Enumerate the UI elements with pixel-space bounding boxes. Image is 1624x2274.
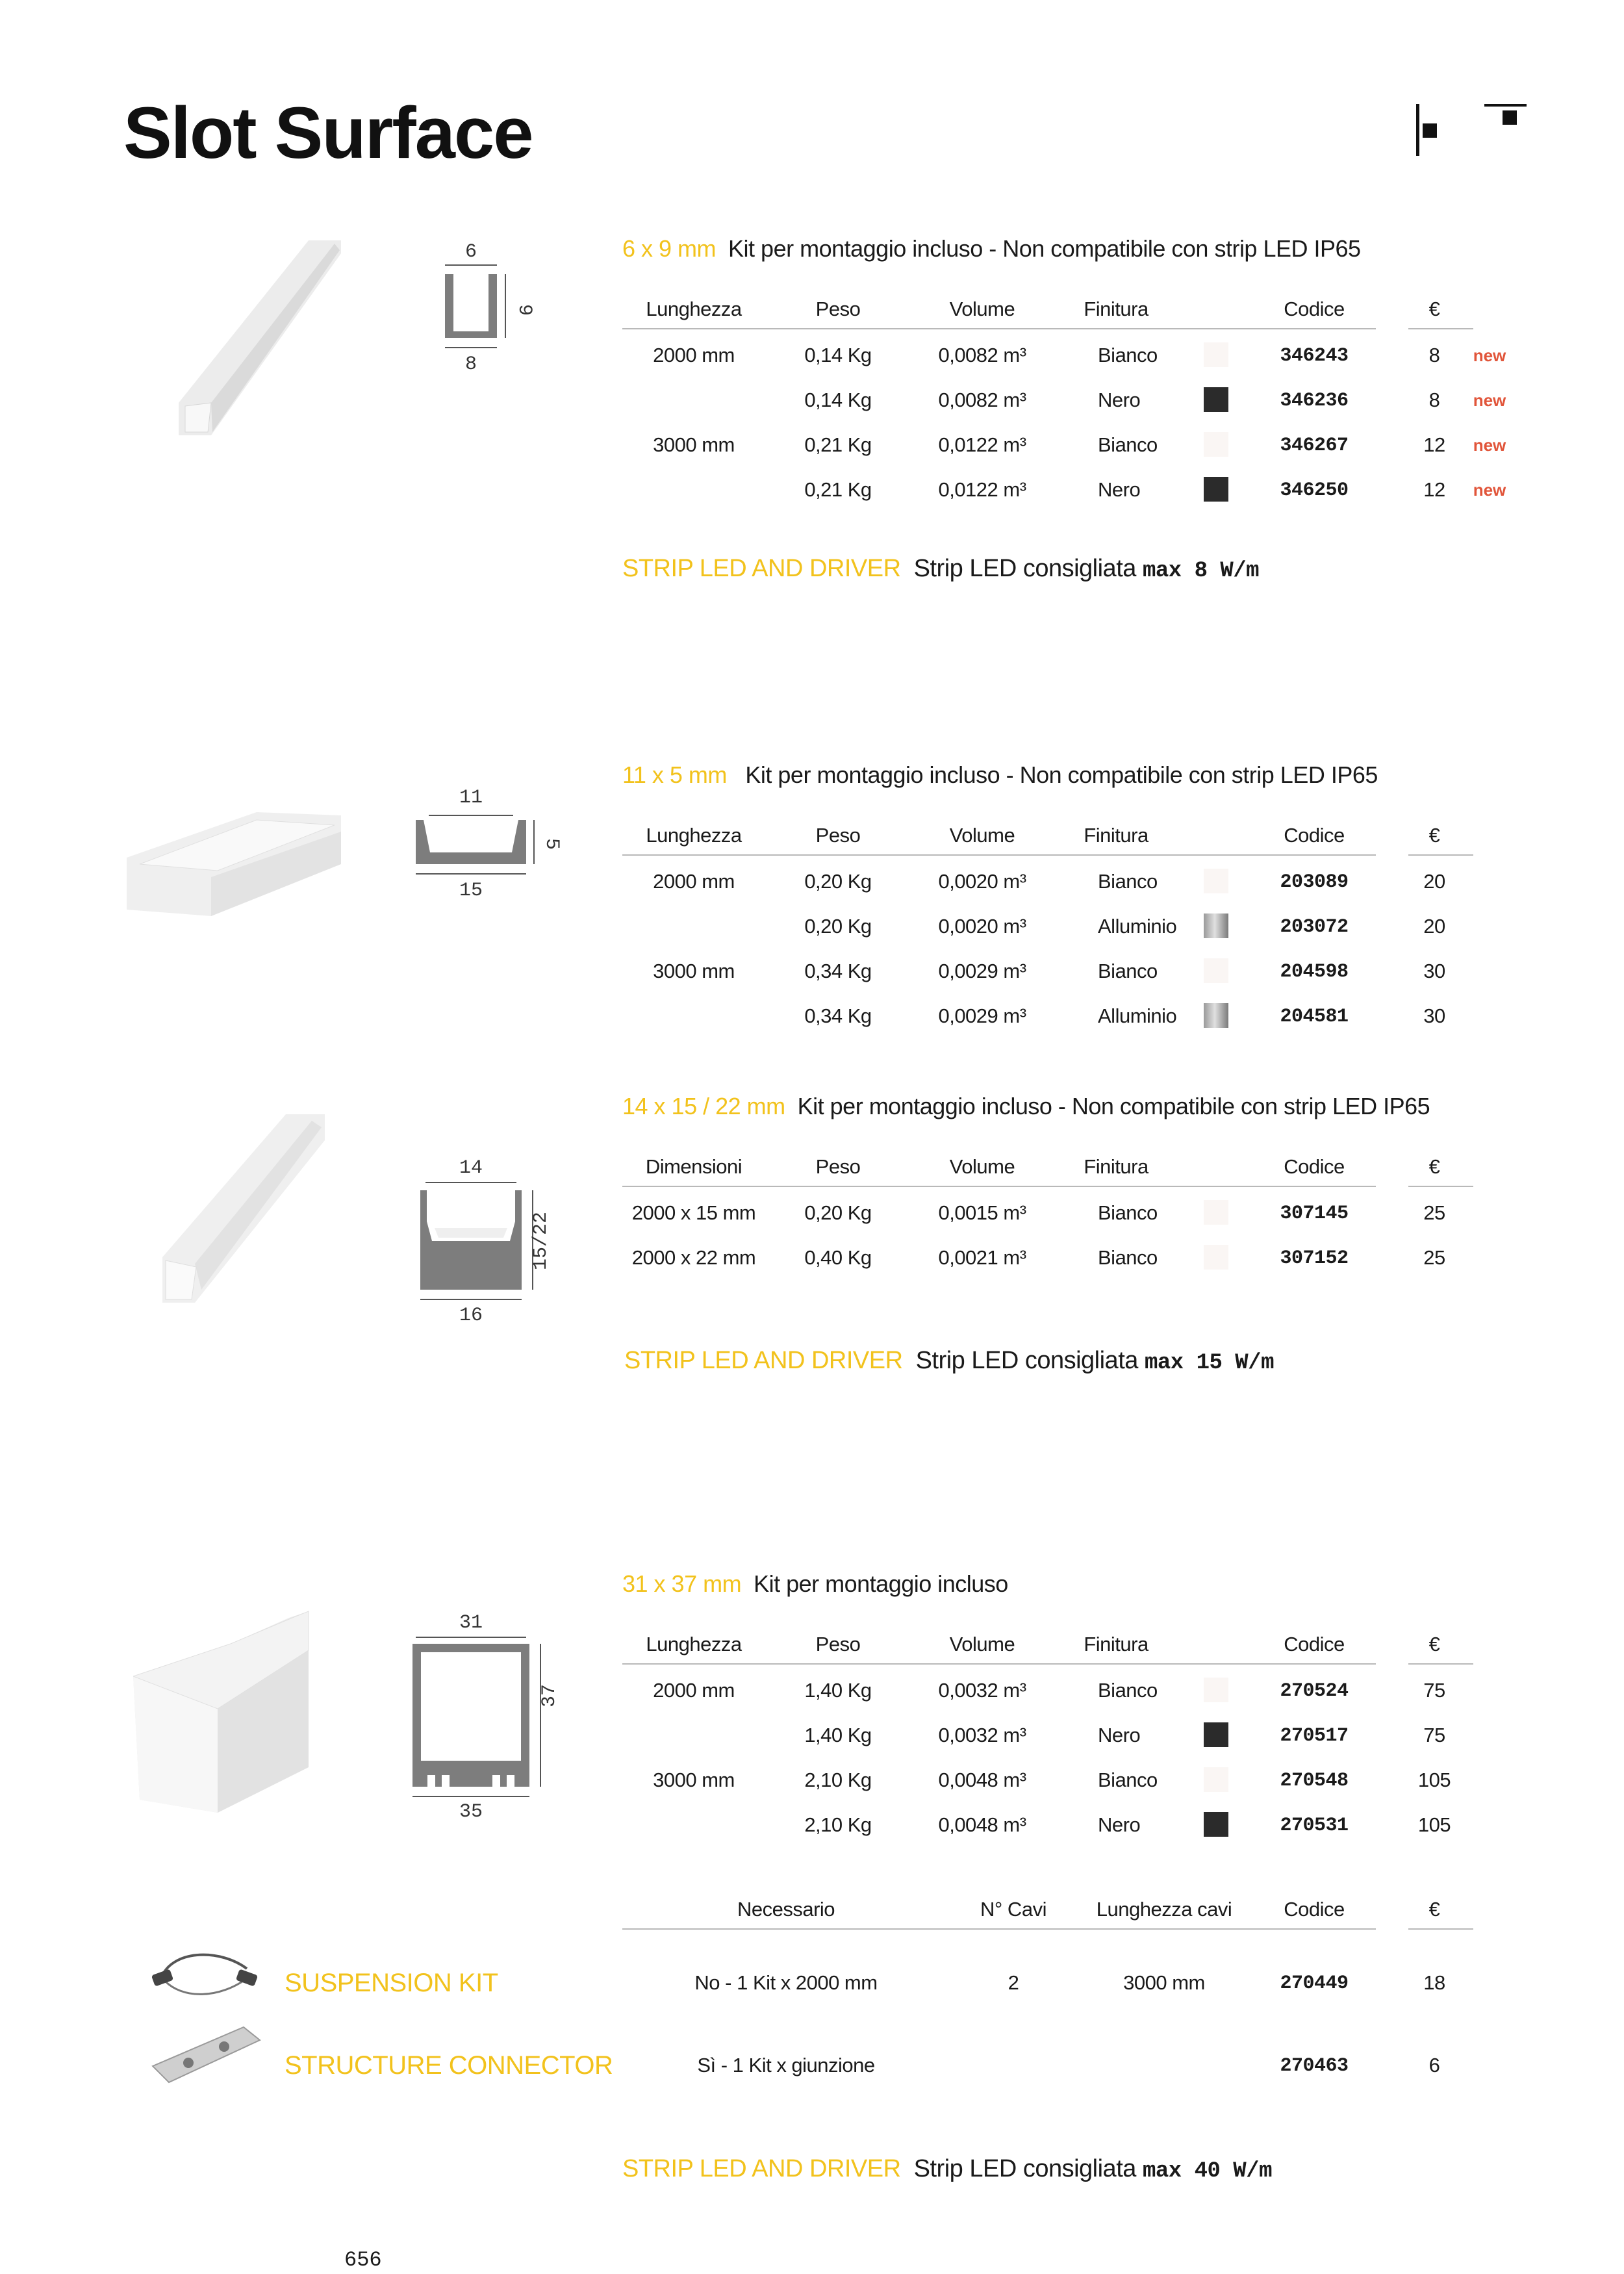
- col-header-volume: Volume: [949, 1155, 1015, 1178]
- cell-finitura: Nero: [1098, 389, 1141, 411]
- section-desc: Kit per montaggio incluso - Non compatibile con strip LED IP65: [797, 1093, 1430, 1119]
- cell-codice: 204598: [1280, 961, 1349, 983]
- col-header-codice: Codice: [1284, 1155, 1345, 1178]
- page-number: 656: [344, 2248, 382, 2272]
- cell-volume: 0,0082 m³: [938, 389, 1026, 411]
- cell-finitura: Bianco: [1098, 1769, 1158, 1791]
- cell-peso: 0,21 Kg: [804, 433, 872, 456]
- cell-volume: 0,0020 m³: [938, 870, 1026, 893]
- cell-peso: 0,34 Kg: [804, 1004, 872, 1027]
- col-header-volume: Volume: [949, 824, 1015, 847]
- cell-price: 12: [1423, 433, 1445, 456]
- swatch-bianco: [1204, 342, 1228, 367]
- cell-price: 25: [1423, 1201, 1445, 1224]
- strip-text: Strip LED consigliata: [913, 2155, 1136, 2182]
- cell-peso: 0,40 Kg: [804, 1246, 872, 1269]
- new-badge: new: [1473, 390, 1506, 410]
- swatch-nero: [1204, 1812, 1228, 1837]
- dim-bottom: 16: [459, 1305, 483, 1325]
- cell-peso: 0,21 Kg: [804, 478, 872, 501]
- col-header-lunghezza: Lunghezza: [646, 298, 742, 320]
- cell-codice: 270463: [1280, 2055, 1349, 2077]
- cell-price: 6: [1428, 2054, 1440, 2076]
- cell-volume: 0,0029 m³: [938, 960, 1026, 982]
- col-header-price: €: [1428, 1633, 1440, 1655]
- dim-side: 37: [539, 1683, 561, 1708]
- cell-price: 20: [1423, 870, 1445, 893]
- cell-finitura: Bianco: [1098, 960, 1158, 982]
- accessory-name: SUSPENSION KIT: [285, 1969, 498, 1997]
- page-title: Slot Surface: [123, 92, 533, 173]
- header-rule-price: [1408, 854, 1473, 856]
- profile-section-31x37: [396, 1605, 578, 1826]
- profile-section-6x9: [416, 234, 546, 377]
- col-header-price: €: [1428, 298, 1440, 320]
- cell-price: 105: [1417, 1813, 1451, 1836]
- cell-ncavi: 2: [1008, 1971, 1019, 1994]
- profile-photo-6x9: [172, 240, 341, 442]
- cell-finitura: Bianco: [1098, 433, 1158, 456]
- col-header-codice: Codice: [1284, 824, 1345, 847]
- cell-codice: 346243: [1280, 345, 1349, 367]
- size-label: 14 x 15 / 22 mm: [622, 1093, 785, 1119]
- swatch-alluminio: [1204, 913, 1228, 938]
- header-rule: [622, 854, 1376, 856]
- cell-peso: 0,20 Kg: [804, 1201, 872, 1224]
- cell-lunghezza: 3000 mm: [653, 960, 735, 982]
- section-title-14x15: [622, 1093, 1430, 1120]
- col-header-peso: Peso: [815, 1155, 861, 1178]
- section-title-11x5: [622, 761, 1378, 789]
- swatch-bianco: [1204, 1200, 1228, 1225]
- cell-volume: 0,0032 m³: [938, 1679, 1026, 1702]
- section-desc: Kit per montaggio incluso - Non compatibile con strip LED IP65: [745, 761, 1378, 788]
- strip-text: Strip LED consigliata: [915, 1347, 1138, 1374]
- cell-price: 30: [1423, 960, 1445, 982]
- cell-volume: 0,0029 m³: [938, 1004, 1026, 1027]
- section-desc: Kit per montaggio incluso - Non compatibile con strip LED IP65: [728, 235, 1361, 262]
- cell-codice: 307145: [1280, 1203, 1349, 1225]
- size-label: 31 x 37 mm: [622, 1570, 742, 1597]
- col-header-lunghezza: Lunghezza: [646, 1633, 742, 1655]
- cell-lunghezza: 2000 mm: [653, 1679, 735, 1702]
- dim-side: 15/22: [530, 1211, 552, 1271]
- col-header-codice: Codice: [1284, 1898, 1345, 1921]
- cell-finitura: Alluminio: [1098, 1004, 1177, 1027]
- header-rule: [622, 1663, 1376, 1665]
- cell-peso: 2,10 Kg: [804, 1813, 872, 1836]
- cell-finitura: Nero: [1098, 1813, 1141, 1836]
- dim-bottom: 15: [459, 880, 483, 902]
- cell-peso: 1,40 Kg: [804, 1679, 872, 1702]
- col-header-price: €: [1428, 824, 1440, 847]
- col-header-finitura: Finitura: [1084, 298, 1148, 320]
- profile-photo-31x37: [133, 1605, 315, 1813]
- profile-section-14x15: [406, 1150, 575, 1325]
- strip-label: STRIP LED AND DRIVER: [622, 555, 901, 582]
- dim-top: 6: [464, 241, 477, 263]
- header-rule: [622, 1186, 1376, 1187]
- strip-text: Strip LED consigliata: [913, 555, 1136, 582]
- swatch-nero: [1204, 387, 1228, 412]
- cell-codice: 270524: [1280, 1680, 1349, 1702]
- cell-volume: 0,0015 m³: [938, 1201, 1026, 1224]
- cell-codice: 346236: [1280, 390, 1349, 412]
- col-header-price: €: [1428, 1155, 1440, 1178]
- cell-codice: 270548: [1280, 1770, 1349, 1792]
- cell-finitura: Bianco: [1098, 1679, 1158, 1702]
- col-header-lunghezza: Lunghezza: [646, 824, 742, 847]
- size-label: 11 x 5 mm: [622, 761, 727, 788]
- cell-volume: 0,0082 m³: [938, 344, 1026, 366]
- cell-volume: 0,0020 m³: [938, 915, 1026, 938]
- cell-volume: 0,0048 m³: [938, 1813, 1026, 1836]
- cell-volume: 0,0122 m³: [938, 478, 1026, 501]
- cell-peso: 0,34 Kg: [804, 960, 872, 982]
- cell-price: 18: [1423, 1971, 1445, 1994]
- cell-finitura: Alluminio: [1098, 915, 1177, 938]
- col-header-lunghezza-cavi: Lunghezza cavi: [1096, 1898, 1232, 1921]
- strip-value: max 8 W/m: [1142, 559, 1260, 583]
- strip-label: STRIP LED AND DRIVER: [624, 1347, 903, 1374]
- col-header-ncavi: N° Cavi: [980, 1898, 1047, 1921]
- cell-finitura: Bianco: [1098, 1201, 1158, 1224]
- cell-lunghezza: 3000 mm: [653, 433, 735, 456]
- cell-peso: 0,20 Kg: [804, 915, 872, 938]
- swatch-bianco: [1204, 1767, 1228, 1792]
- cell-peso: 2,10 Kg: [804, 1769, 872, 1791]
- cell-price: 20: [1423, 915, 1445, 938]
- swatch-bianco: [1204, 958, 1228, 983]
- cell-finitura: Nero: [1098, 478, 1141, 501]
- cell-codice: 204581: [1280, 1006, 1349, 1028]
- suspension-kit-photo: [149, 1943, 260, 2008]
- cell-lunghezza: 2000 mm: [653, 870, 735, 893]
- col-header-volume: Volume: [949, 298, 1015, 320]
- cell-price: 105: [1417, 1769, 1451, 1791]
- col-header-peso: Peso: [815, 1633, 861, 1655]
- dim-bottom: 35: [459, 1801, 483, 1823]
- cell-volume: 0,0032 m³: [938, 1724, 1026, 1746]
- cell-peso: 0,14 Kg: [804, 344, 872, 366]
- dim-bottom: 8: [464, 353, 477, 376]
- header-rule: [622, 328, 1376, 329]
- strip-recommendation: [622, 555, 1259, 583]
- dim-side: 9: [513, 303, 535, 316]
- col-header-codice: Codice: [1284, 1633, 1345, 1655]
- cell-codice: 346250: [1280, 479, 1349, 502]
- cell-dimensioni: 2000 x 15 mm: [631, 1201, 756, 1224]
- mounting-type-icon: [1410, 97, 1527, 159]
- strip-recommendation: [624, 1347, 1274, 1375]
- strip-recommendation: [622, 2155, 1272, 2184]
- cell-codice: 346267: [1280, 435, 1349, 457]
- profile-photo-14x15: [156, 1114, 325, 1309]
- profile-section-11x5: [409, 780, 565, 906]
- structure-connector-photo: [146, 2021, 263, 2092]
- col-header-peso: Peso: [815, 824, 861, 847]
- cell-codice: 270531: [1280, 1815, 1349, 1837]
- col-header-finitura: Finitura: [1084, 1155, 1148, 1178]
- cell-lunghezza-cavi: 3000 mm: [1123, 1971, 1205, 1994]
- header-rule-price: [1408, 1186, 1473, 1187]
- strip-label: STRIP LED AND DRIVER: [622, 2155, 901, 2182]
- header-rule-price: [1408, 1928, 1473, 1930]
- swatch-bianco: [1204, 869, 1228, 893]
- swatch-bianco: [1204, 1245, 1228, 1270]
- cell-price: 8: [1428, 344, 1440, 366]
- cell-volume: 0,0048 m³: [938, 1769, 1026, 1791]
- swatch-bianco: [1204, 1678, 1228, 1702]
- cell-finitura: Bianco: [1098, 344, 1158, 366]
- new-badge: new: [1473, 346, 1506, 365]
- cell-dimensioni: 2000 x 22 mm: [631, 1246, 756, 1269]
- swatch-alluminio: [1204, 1003, 1228, 1028]
- col-header-peso: Peso: [815, 298, 861, 320]
- cell-price: 75: [1423, 1679, 1445, 1702]
- cell-codice: 203072: [1280, 916, 1349, 938]
- cell-peso: 0,14 Kg: [804, 389, 872, 411]
- col-header-volume: Volume: [949, 1633, 1015, 1655]
- cell-codice: 270449: [1280, 1973, 1349, 1995]
- accessory-name: STRUCTURE CONNECTOR: [285, 2051, 613, 2080]
- cell-price: 30: [1423, 1004, 1445, 1027]
- cell-codice: 203089: [1280, 871, 1349, 893]
- swatch-nero: [1204, 1722, 1228, 1747]
- cell-price: 8: [1428, 389, 1440, 411]
- cell-peso: 0,20 Kg: [804, 870, 872, 893]
- cell-lunghezza: 2000 mm: [653, 344, 735, 366]
- col-header-finitura: Finitura: [1084, 1633, 1148, 1655]
- col-header-codice: Codice: [1284, 298, 1345, 320]
- cell-codice: 270517: [1280, 1725, 1349, 1747]
- col-header-necessario: Necessario: [737, 1898, 835, 1921]
- new-badge: new: [1473, 480, 1506, 500]
- new-badge: new: [1473, 435, 1506, 455]
- dim-top: 11: [459, 787, 483, 809]
- strip-value: max 40 W/m: [1142, 2159, 1272, 2184]
- cell-codice: 307152: [1280, 1247, 1349, 1270]
- cell-finitura: Bianco: [1098, 1246, 1158, 1269]
- cell-necessario: Sì - 1 Kit x giunzione: [697, 2054, 875, 2076]
- header-rule-price: [1408, 328, 1473, 329]
- cell-peso: 1,40 Kg: [804, 1724, 872, 1746]
- cell-price: 75: [1423, 1724, 1445, 1746]
- size-label: 6 x 9 mm: [622, 235, 717, 262]
- header-rule: [622, 1928, 1376, 1930]
- strip-value: max 15 W/m: [1144, 1351, 1274, 1375]
- cell-price: 12: [1423, 478, 1445, 501]
- section-desc: Kit per montaggio incluso: [754, 1570, 1008, 1597]
- cell-lunghezza: 3000 mm: [653, 1769, 735, 1791]
- cell-necessario: No - 1 Kit x 2000 mm: [694, 1971, 878, 1994]
- swatch-bianco: [1204, 432, 1228, 457]
- cell-finitura: Bianco: [1098, 870, 1158, 893]
- dim-side: 5: [540, 837, 563, 850]
- section-title-6x9: [622, 235, 1361, 262]
- cell-price: 25: [1423, 1246, 1445, 1269]
- profile-photo-11x5: [127, 812, 341, 916]
- col-header-dimensioni: Dimensioni: [645, 1155, 742, 1178]
- section-title-31x37: [622, 1570, 1008, 1598]
- col-header-price: €: [1428, 1898, 1440, 1921]
- dim-top: 31: [459, 1612, 483, 1634]
- cell-volume: 0,0021 m³: [938, 1246, 1026, 1269]
- cell-finitura: Nero: [1098, 1724, 1141, 1746]
- dim-top: 14: [459, 1157, 483, 1179]
- col-header-finitura: Finitura: [1084, 824, 1148, 847]
- header-rule-price: [1408, 1663, 1473, 1665]
- cell-volume: 0,0122 m³: [938, 433, 1026, 456]
- swatch-nero: [1204, 477, 1228, 502]
